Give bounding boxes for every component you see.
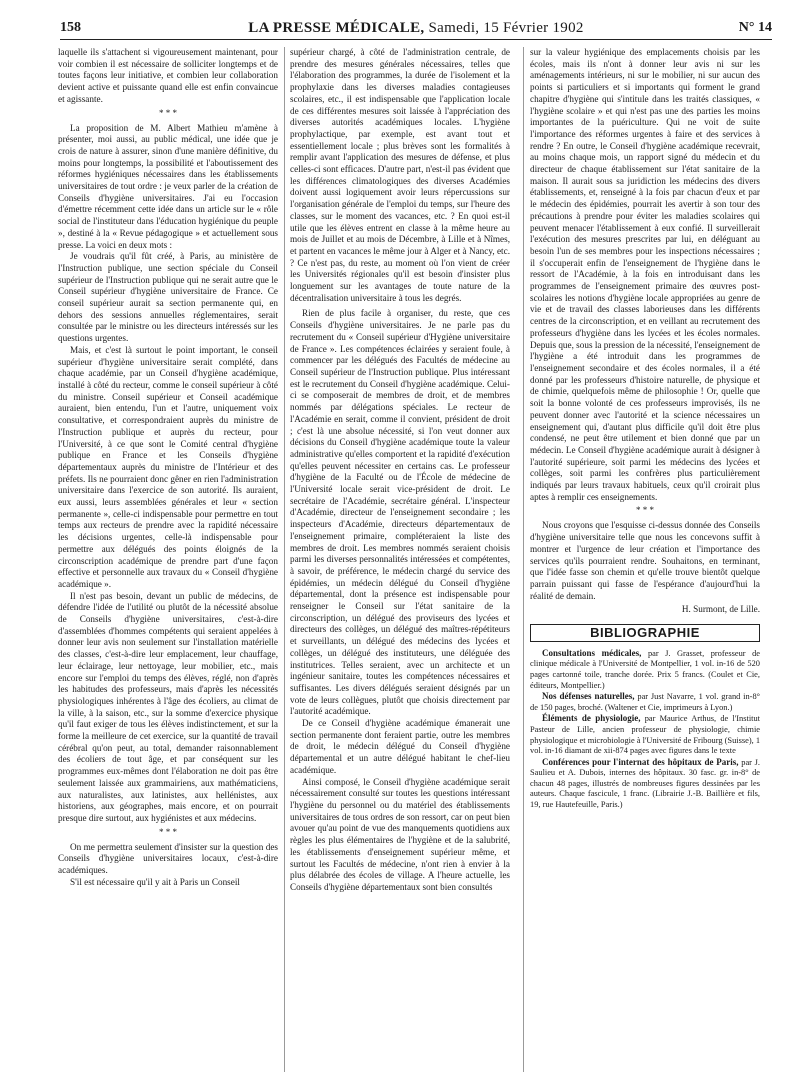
paragraph: Rien de plus facile à organiser, du reste, que ces Conseils d'hygiène universitaires. Je ne parle pas du recrutement du « Conseil supérieur d'Hygiène universitaire de France ». Les compétences éclairées y seraient foule, à commencer par les délégués des Facultés de médecine au Conseil supérieur de l'Instruction publique. Plus intéressant est le recrutement du Conseil d'hygiène académique. Celui-ci se composerait de membres de droit, et de membres nommés par délégations spéciales. Le recteur de l'Académie en serait, comme il convient, président de droit ; c'est là une absolue nécessité, si l'on veut donner aux décisions du Conseil d'hygiène académique toute la valeur administrative qu'elles comportent et la rapidité d'exécution qu'elles peuvent nécessiter en certains cas. Le professeur d'hygiène de la Faculté ou de l'École de médecine de l'Université locale serait vice-président de droit. Le secrétaire de l'Académie, secrétaire général. L'inspecteur d'Académie, directeur de l'enseignement secondaire ; les inspecteurs d'Académie, directeurs départementaux de l'enseignement primaire, compléteraient la liste des membres de droit. Les membres nommés seraient choisis parmi les diverses personnalités intéressées et compétentes, à savoir, de préférence, le médecin chargé du service des épidémies, un médecin délégué du Conseil d'hygiène départemental, dont la présence est indispensable pour renseigner le Conseil sur l'état sanitaire de la circonscription, un délégué des proviseurs des lycées et directeurs des collèges, un délégué des maîtres-répétiteurs et surveillants, un délégué des médecins des lycées et collèges, un délégué des instituteurs, une déléguée des institutrices. Telles seraient, avec un architecte et un ingénieur sanitaire, toutes les compétences nécessaires et suffisantes. Les divers délégués seraient désignés par un vote de leurs collègues, plutôt que choisis directement par l'autorité académique. (290, 308, 510, 717)
paragraph: supérieur chargé, à côté de l'administration centrale, de prendre des mesures générales nécessaires, telles que l'élaboration des programmes, la durée de l'isolement et la prophylaxie dans les diverses maladies contagieuses scolaires, etc., il est indispensable que l'application locale de ces différentes mesures soit laissée à l'appréciation des diverses autorités académiques locales. L'hygiène prophylactique, par exemple, est avant tout et essentiellement locale ; plus brèves sont les formalités à remplir avant l'application des mesures de défense, et plus celles-ci sont efficaces. D'autre part, n'est-il pas évident que les différences climatologiques des diverses Académies doivent aussi logiquement avoir leurs répercussions sur l'organisation générale de l'emploi du temps, sur l'heure des classes, sur le moment des vacances, etc. ? En quoi est-il utile que les élèves entrent en classe à la même heure au mois de Juillet et au mois de Décembre, à Lille et à Nîmes, et partent en vacances le même jour à Alger et à Nancy, etc. ? Ce n'est pas, du reste, au moment où l'on vient de créer les Universités régionales qu'il est besoin d'insister plus longuement sur les avantages de toute nature de la décentralisation universitaire à tous les degrés. (290, 47, 510, 303)
paragraph: Il n'est pas besoin, devant un public de médecins, de défendre l'idée de l'utilité ou plutôt de la nécessité absolue de Conseils d'hygiène universitaires, c'est-à-dire d'assemblées d'hommes compétents qui seraient appelées à donner leur avis non seulement sur l'installation matérielle des classes, c'est-à-dire leur emplacement, leur chauffage, leur éclairage, leur nettoyage, leur mobilier, etc., mais encore sur l'emploi du temps des élèves, réglé, non d'après les habitudes des professeurs, mais d'après les nécessités physiologiques inhérentes à l'âge des écoliers, au climat de la ville, à la saison, etc., sur la somme d'exercice physique qu'il faut exiger de tous les élèves indistinctement, et sur la forme la meilleure de cet exercice, sur la quantité de travail cérébral qu'on peut, au total, demander raisonnablement des écoliers de tout âge, et par conséquent sur les programmes eux-mêmes dont l'élaboration ne doit pas être seulement laissée aux grammairiens, aux mathématiciens, aux naturalistes, aux latinistes, aux hellénistes, aux historiens, aux géographes, mais encore, et on pourrait presque dire surtout, aux hygiénistes et aux médecins. (58, 590, 278, 823)
paragraph: laquelle ils s'attachent si vigoureusement maintenant, pour voir combien il est nécessaire de solliciter longtemps et de toutes façons leur initiative, et combien leur collaboration devient active et puissante quand elle est enfin convaincue et agissante. (58, 47, 278, 104)
entry-title: Conférences pour l'internat des hôpitaux de Paris, (542, 756, 739, 767)
paragraph: On me permettra seulement d'insister sur la question des Conseils d'hygiène universitaires locaux, c'est-à-dire académiques. (58, 841, 278, 876)
paragraph: sur la valeur hygiénique des emplacements choisis par les écoles, mais ils n'ont à donner leur avis ni sur les aménagements intérieurs, ni sur le mobilier, ni sur aucun des points si particuliers et si importants qui forment le grand chapitre d'hygiène qui s'intitule dans les traités classiques, « l'hygiène scolaire » et qui n'est pas une des parties les moins importantes de la puériculture. Qui ne voit de suite l'importance des réformes urgentes à faire et des services à rendre ? En outre, le Conseil d'hygiène académique recevrait, au moins chaque mois, un rapport signé du médecin et du directeur de chaque établissement sur l'état sanitaire de la maison. Il aurait sous sa juridiction les médecins des divers établissements, et, renseigné à la fois par chacun d'eux et par le médecin des épidémies, pourrait les avertir à son tour des précautions à prendre pour éviter les maladies scolaires qui peuvent menacer l'établissement à eux confié. Il surveillerait l'exécution des mesures prescrites par lui, en déléguant au besoin l'un de ses membres pour les inspections nécessaires ; il s'occuperait enfin de l'enseignement de l'hygiène dans le ressort de l'Académie, à la fois en introduisant dans les programmes de l'enseignement primaire des œuvres post-scolaires les notions d'hygiène locale appropriées au genre de vie et de travail des classes laborieuses dans les différents centres de la circonscription, et en veillant au recrutement des professeurs d'hygiène dans les lycées et les écoles normales. Depuis que, sous la pression de la nécessité, l'enseignement de l'hygiène a été introduit dans les programmes de l'enseignement secondaire et des écoles normales, il a été donné par les professeurs d'histoire naturelle, de physique et de chimie, quelquefois même de philosophie ! Or, quelle que soit la bonne volonté de ces professeurs improvisés, ils ne peuvent donner avec l'autorité et la science nécessaires un enseignement qui, d'autant plus difficile qu'il doit être plus condensé, ne peut être utilement et bien donné que par un médecin. Le Conseil d'hygiène académique aurait à désigner à l'autorité supérieure, soit parmi les médecins des lycées et collèges, soit parmi les confrères plus particulièrement indiqués par leurs travaux habituels, ceux qu'il croirait plus aptes à remplir ces enseignements. (530, 47, 760, 502)
bibliography-heading: BIBLIOGRAPHIE (530, 624, 760, 642)
paragraph: La proposition de M. Albert Mathieu m'amène à présenter, moi aussi, au public médical, une idée que je crois de nature à assurer, sinon d'une manière définitive, du moins pour longtemps, la possibilité et l'aboutissement des réformes hygiéniques nécessaires dans les établissements universitaires de tout ordre : je veux parler de la création de Conseils d'hygiène universitaires. J'ai eu l'occasion d'émettre récemment cette idée dans un article sur le « rôle social de l'instituteur dans l'éducation hygiénique du peuple », destiné à la « Revue pédagogique » et actuellement sous presse. La voici en deux mots : (58, 122, 278, 250)
issue-number: N° 14 (738, 20, 772, 35)
entry-title: Éléments de physiologie, (542, 713, 641, 724)
entry-title: Nos défenses naturelles, (542, 691, 635, 702)
paragraph: Nous croyons que l'esquisse ci-dessus donnée des Conseils d'hygiène universitaire telle que nous les concevons suffit à montrer et l'urgence de leur création et l'importance des services qu'ils pourraient rendre. Souhaitons, en terminant, que l'idée fasse son chemin et qu'elle trouve bientôt quelque parrain puissant qui fasse de l'espérance d'aujourd'hui la réalité de demain. (530, 520, 760, 601)
section-separator: * * * (159, 826, 177, 837)
paragraph: S'il est nécessaire qu'il y ait à Paris un Conseil (70, 876, 240, 887)
entry-text: par Maurice Arthus, de l'Institut Pasteur de Lille, ancien professeur de physiologie, chimie physiologique et microbiologie à l'Université de Fribourg (Suisse), 1 vol. in-16 diamant de xii-874 pages avec figures dans le texte (530, 714, 760, 756)
journal-name: LA PRESSE MÉDICALE, (248, 20, 425, 36)
paragraph: De ce Conseil d'hygiène académique émanerait une section permanente dont feraient partie, outre les membres de droit, le médecin délégué du Conseil d'hygiène départemental et un autre délégué habitant le chef-lieu académique. (290, 718, 510, 775)
journal-title (60, 20, 772, 37)
author-signature: H. Surmont, de Lille. (681, 604, 760, 615)
page-number: 158 (60, 20, 81, 35)
paragraph: Mais, et c'est là surtout le point important, le conseil supérieur d'hygiène universitaire serait complété, dans chaque académie, par un Conseil d'hygiène académique, installé à côté du recteur, comme le conseil supérieur à côté du ministre. Conseil supérieur et Conseil académique auraient, bien entendu, l'un et l'autre, uniquement voix consultative, et correspondraient auprès du ministre de l'Instruction publique et auprès du recteur, pour l'Université, à ce que sont le Comité central d'hygiène publique en France et les Conseils d'hygiène départementaux auprès du ministre de l'Intérieur et des préfets. Ils ne pourraient donc gêner en rien l'administration universitaire dans l'exercice de son autorité. Ils auraient, eux aussi, leurs assemblées générales et leur « section permanente », celle-ci indispensable pour permettre en tout temps aux recteurs de prendre avec la rapidité nécessaire les décisions urgentes, celle-là indispensable pour permettre aux délégués des points éloignés de la circonscription académique de prendre part d'une façon effective et personnelle aux travaux du « Conseil d'hygiène académique ». (58, 344, 278, 589)
header-rule (60, 39, 772, 40)
entry-text: par J. Grasset, professeur de clinique médicale à l'Université de Montpellier, 1 vol. in-16 de 520 pages cartonné toile, tranche dorée. Prix 5 francs. (Coulet et Cie, éditeurs, Montpellier.) (530, 648, 760, 690)
column-divider (523, 47, 524, 1072)
column-left (58, 47, 278, 1067)
entry-text: par Just Navarre, 1 vol. grand in-8° de 150 pages, broché. (Waltener et Cie, imprimeurs à Lyon.) (530, 692, 760, 712)
column-divider (284, 47, 285, 1072)
bibliography-entry (530, 691, 760, 713)
entry-text: par J. Saulieu et A. Dubois, internes des hôpitaux. 30 fasc. gr. in-8° de chacun 48 pages, illustrés de nombreuses figures dessinées par les auteurs. Chaque fascicule, 1 franc. (Librairie J.-B. Baillière et fils, 19, rue Hautefeuille, Paris.) (530, 757, 760, 810)
section-separator: * * * (159, 107, 177, 118)
paragraph: Ainsi composé, le Conseil d'hygiène académique serait nécessairement consulté sur toutes les questions intéressant l'hygiène du personnel ou du matériel des établissements universitaires de tous ordres de son ressort, car on peut bien avouer qu'au point de vue des manquements quotidiens aux règles les plus élémentaires de l'hygiène et de la salubrité, les établissements d'enseignement supérieur même, et surtout les Facultés de médecine, n'ont rien à envier à la plus délabrée des écoles de village. A l'heure actuelle, les Conseils d'hygiène départementaux sont bien consultés (290, 776, 510, 892)
paragraph: Je voudrais qu'il fût créé, à Paris, au ministère de l'Instruction publique, une section spéciale du Conseil supérieur de l'Instruction publique qui ne serait autre que le Conseil supérieur d'hygiène universitaire de France. Ce conseil supérieur aurait sa section permanente qui, en dehors des sessions annuelles réglementaires, serait consultée par le ministre ou les directeurs intéressés sur les questions urgentes. (58, 251, 278, 344)
bibliography-entry (530, 648, 760, 691)
column-right (530, 47, 760, 1067)
bibliography-entry (530, 713, 760, 756)
bibliography-entry (530, 757, 760, 811)
entry-title: Consultations médicales, (542, 647, 642, 658)
page-header (60, 20, 772, 40)
section-separator: * * * (636, 505, 654, 516)
issue-date: Samedi, 15 Février 1902 (428, 20, 584, 36)
column-middle (290, 47, 510, 1067)
